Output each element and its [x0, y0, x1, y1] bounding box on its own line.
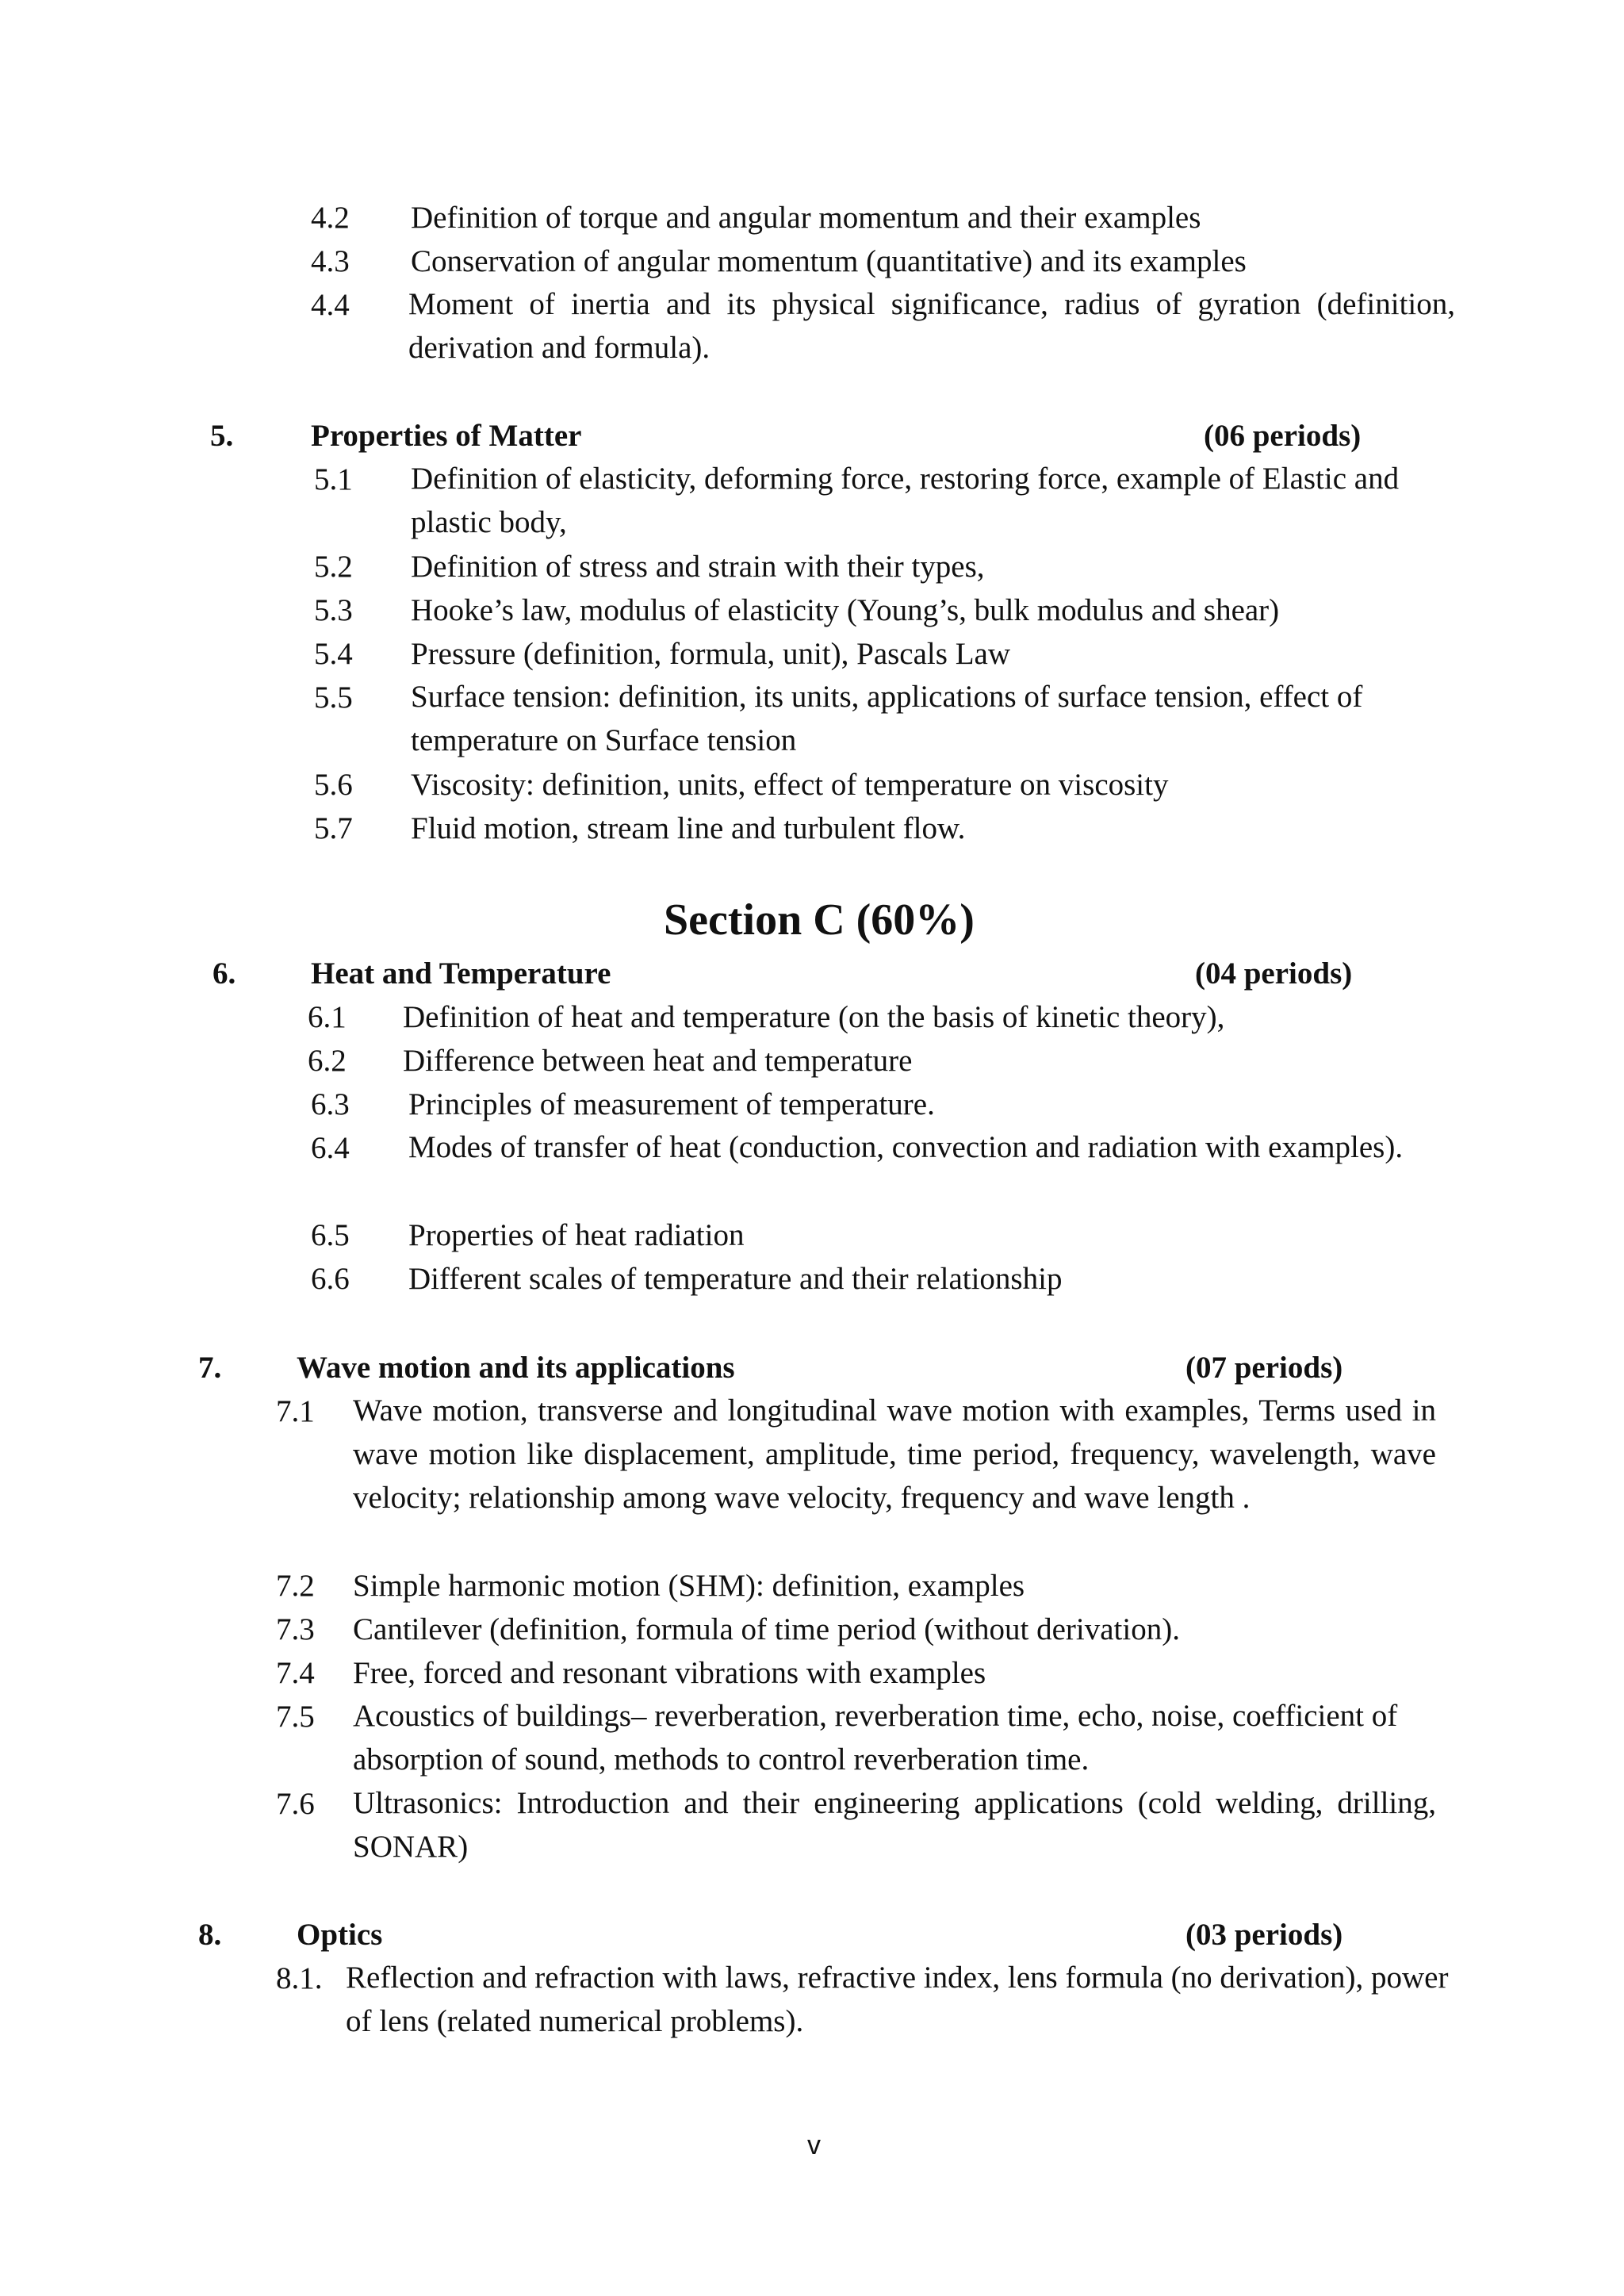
- item-text: Surface tension: definition, its units, applications of surface tension, effect of temperature on Surface tension: [411, 680, 1363, 757]
- item-text: Ultrasonics: Introduction and their engineering applications (cold welding, drilling, SONAR): [353, 1786, 1436, 1864]
- page-number: v: [807, 2130, 821, 2160]
- item-number: 5.7: [314, 811, 353, 845]
- item-text: Simple harmonic motion (SHM): definition, examples: [353, 1569, 1025, 1603]
- item-number: 4.3: [311, 244, 350, 278]
- item-number: 7.3: [276, 1612, 315, 1646]
- topic-number: 7.: [198, 1351, 222, 1385]
- item-number: 5.2: [314, 550, 353, 584]
- item-text: Moment of inertia and its physical significance, radius of gyration (definition, derivation and formula).: [408, 287, 1455, 365]
- item-number: 5.6: [314, 768, 353, 802]
- item-text: Viscosity: definition, units, effect of temperature on viscosity: [411, 768, 1169, 802]
- section-heading: Section C (60%): [664, 895, 975, 945]
- item-text: Fluid motion, stream line and turbulent flow.: [411, 811, 966, 845]
- item-text: Definition of stress and strain with their types,: [411, 550, 985, 584]
- item-number: 6.4: [311, 1131, 350, 1165]
- topic-periods: (03 periods): [1185, 1918, 1343, 1952]
- topic-periods: (04 periods): [1195, 956, 1353, 991]
- item-number: 5.1: [314, 462, 353, 496]
- item-number: 5.3: [314, 593, 353, 627]
- item-number: 8.1.: [276, 1961, 323, 1995]
- item-number: 7.5: [276, 1700, 315, 1734]
- topic-number: 6.: [213, 956, 236, 991]
- item-text: Cantilever (definition, formula of time period (without derivation).: [353, 1612, 1180, 1646]
- item-text: Principles of measurement of temperature.: [408, 1087, 935, 1121]
- item-text: Hooke’s law, modulus of elasticity (Young’s, bulk modulus and shear): [411, 593, 1280, 627]
- topic-periods: (06 periods): [1204, 419, 1362, 453]
- item-number: 5.5: [314, 680, 353, 715]
- topic-number: 8.: [198, 1918, 222, 1952]
- item-text: Definition of elasticity, deforming force, restoring force, example of Elastic and plastic body,: [411, 462, 1400, 539]
- item-number: 6.1: [308, 1000, 347, 1034]
- topic-title: Heat and Temperature: [311, 956, 611, 991]
- item-text: Definition of torque and angular momentum and their examples: [411, 201, 1201, 235]
- item-number: 7.6: [276, 1787, 315, 1821]
- item-number: 7.1: [276, 1394, 315, 1428]
- item-text: Acoustics of buildings– reverberation, reverberation time, echo, noise, coefficient of absorption of sound, methods to control reverberation time.: [353, 1699, 1398, 1777]
- item-text: Modes of transfer of heat (conduction, convection and radiation with examples).: [408, 1130, 1404, 1164]
- item-number: 5.4: [314, 637, 353, 671]
- item-text: Wave motion, transverse and longitudinal wave motion with examples, Terms used in wave motion like displacement, amplitude, time period, frequency, wavelength, wave velocity; relationship among wave velocity, frequency and wave length .: [353, 1393, 1436, 1515]
- item-number: 6.2: [308, 1044, 347, 1078]
- item-text: Pressure (definition, formula, unit), Pascals Law: [411, 637, 1010, 671]
- item-text: Properties of heat radiation: [408, 1218, 745, 1252]
- item-text: Reflection and refraction with laws, refractive index, lens formula (no derivation), power of lens (related numerical problems).: [346, 1961, 1449, 2038]
- item-text: Free, forced and resonant vibrations with examples: [353, 1656, 986, 1690]
- item-number: 6.3: [311, 1087, 350, 1121]
- item-text: Different scales of temperature and their relationship: [408, 1262, 1063, 1296]
- item-text: Difference between heat and temperature: [403, 1044, 913, 1078]
- item-number: 6.5: [311, 1218, 350, 1252]
- topic-number: 5.: [210, 419, 234, 453]
- topic-title: Properties of Matter: [311, 419, 582, 453]
- item-text: Definition of heat and temperature (on the basis of kinetic theory),: [403, 1000, 1225, 1034]
- item-number: 7.4: [276, 1656, 315, 1690]
- item-number: 4.2: [311, 201, 350, 235]
- topic-title: Wave motion and its applications: [297, 1351, 735, 1385]
- topic-title: Optics: [297, 1918, 383, 1952]
- item-number: 6.6: [311, 1262, 350, 1296]
- item-number: 4.4: [311, 288, 350, 322]
- item-number: 7.2: [276, 1569, 315, 1603]
- topic-periods: (07 periods): [1185, 1351, 1343, 1385]
- item-text: Conservation of angular momentum (quantitative) and its examples: [411, 244, 1247, 278]
